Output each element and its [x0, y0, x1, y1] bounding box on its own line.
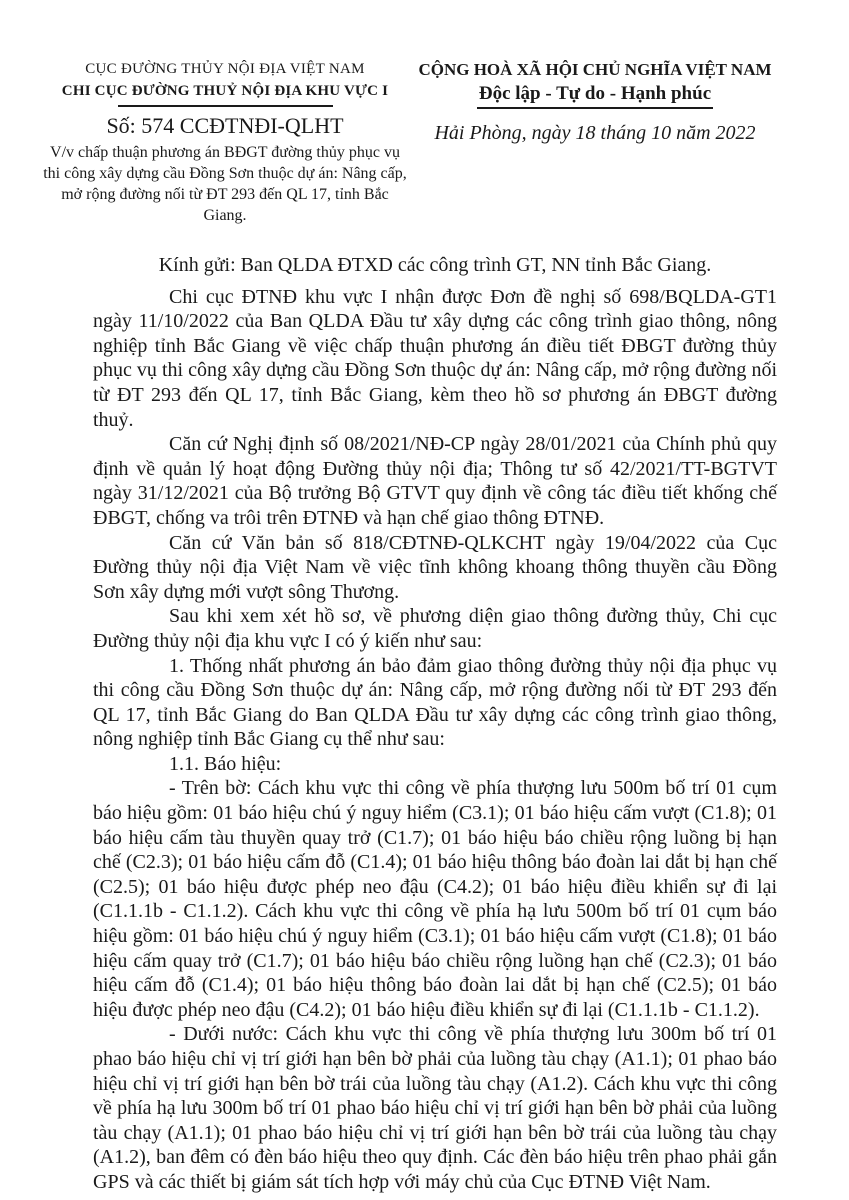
- document-header: [0, 0, 849, 226]
- paragraph-underwater-signals: - Dưới nước: Cách khu vực thi công về phía thượng lưu 300m bố trí 01 phao báo hiệu chỉ vị trí giới hạn bên bờ phải của luồng tàu chạy (A1.1); 01 phao báo hiệu chỉ vị trí giới hạn bên bờ trái của luồng tàu chạy (A1.2). Cách khu vực thi công về phía hạ lưu 300m bố trí 01 phao báo hiệu chỉ vị trí giới hạn bên bờ phải của luồng tàu chạy (A1.1); 01 phao báo hiệu chỉ vị trí giới hạn bên bờ trái của luồng tàu chạy (A1.2), ban đêm có đèn báo hiệu theo quy định. Các đèn báo hiệu trên phao phải gắn GPS và các thiết bị giám sát tích hợp với máy chủ của Cục ĐTNĐ Việt Nam.: [93, 1023, 777, 1193]
- paragraph-opinion-intro: Sau khi xem xét hồ sơ, về phương diện giao thông đường thủy, Chi cục Đường thủy nội địa khu vực I có ý kiến như sau:: [93, 605, 777, 652]
- national-title: CỘNG HOÀ XÃ HỘI CHỦ NGHĨA VIỆT NAM: [418, 60, 772, 79]
- paragraph-item-1-agreement: 1. Thống nhất phương án bảo đảm giao thông đường thủy nội địa phục vụ thi công cầu Đồng Sơn thuộc dự án: Nâng cấp, mở rộng đường nối từ ĐT 293 đến QL 17, tỉnh Bắc Giang do Ban QLDA Đầu tư xây dựng các công trình giao thông, nông nghiệp tỉnh Bắc Giang cụ thể như sau:: [93, 654, 777, 751]
- document-subject: V/v chấp thuận phương án BĐGT đường thủy phục vụ thi công xây dựng cầu Đồng Sơn thuộc dự án: Nâng cấp, mở rộng đường nối từ ĐT 293 đến QL 17, tỉnh Bắc Giang.: [43, 144, 407, 224]
- document-number: Số: 574 CCĐTNĐI-QLHT: [106, 113, 344, 138]
- paragraph-opening: Chi cục ĐTNĐ khu vực I nhận được Đơn đề nghị số 698/BQLDA-GT1 ngày 11/10/2022 của Ban QLDA Đầu tư xây dựng các công trình giao thông, nông nghiệp tỉnh Bắc Giang về việc chấp thuận phương án điều tiết ĐBGT đường thủy phục vụ thi công xây dựng cầu Đồng Sơn thuộc dự án: Nâng cấp, mở rộng đường nối từ ĐT 293 đến QL 17, tỉnh Bắc Giang, kèm theo hồ sơ phương án ĐBGT đường thuỷ.: [93, 285, 777, 431]
- issuing-agency-name: CHI CỤC ĐƯỜNG THUỶ NỘI ĐỊA KHU VỰC I: [61, 83, 389, 99]
- issuing-agency-block: [0, 58, 410, 226]
- place-and-date: Hải Phòng, ngày 18 tháng 10 năm 2022: [434, 122, 756, 144]
- paragraph-onshore-signals: - Trên bờ: Cách khu vực thi công về phía thượng lưu 500m bố trí 01 cụm báo hiệu gồm: 01 báo hiệu chú ý nguy hiểm (C3.1); 01 báo hiệu cấm vượt (C1.8); 01 báo hiệu cấm tàu thuyền quay trở (C1.7); 01 báo hiệu báo chiều rộng luồng bị hạn chế (C2.3); 01 báo hiệu cấm đỗ (C1.4); 01 báo hiệu thông báo đoàn lai dắt bị hạn chế (C2.5); 01 báo hiệu được phép neo đậu (C4.2); 01 báo hiệu điều khiển sự đi lại (C1.1.1b - C1.1.2). Cách khu vực thi công về phía hạ lưu 500m bố trí 01 cụm báo hiệu gồm: 01 báo hiệu chú ý nguy hiểm (C3.1); 01 báo hiệu cấm vượt (C1.8); 01 báo hiệu cấm quay trở (C1.7); 01 báo hiệu báo chiều rộng luồng hạn chế (C2.3); 01 báo hiệu cấm đỗ (C1.4); 01 báo hiệu thông báo đoàn lai dắt bị hạn chế (C2.5); 01 báo hiệu được phép neo đậu (C4.2); 01 báo hiệu điều khiển sự đi lại (C1.1.1b - C1.1.2).: [93, 777, 777, 1021]
- recipient-line: Kính gửi: Ban QLDA ĐTXD các công trình GT, NN tỉnh Bắc Giang.: [158, 254, 712, 276]
- national-motto-row: [410, 82, 780, 109]
- paragraph-legal-basis-document: Căn cứ Văn bản số 818/CĐTNĐ-QLKCHT ngày 19/04/2022 của Cục Đường thủy nội địa Việt Nam về việc tĩnh không khoang thông thuyền cầu Đồng Sơn xây dựng mới vượt sông Thương.: [93, 531, 777, 603]
- parent-agency-name: CỤC ĐƯỜNG THỦY NỘI ĐỊA VIỆT NAM: [85, 61, 365, 77]
- paragraph-item-1-1-signals: 1.1. Báo hiệu:: [169, 752, 282, 775]
- document-body: [93, 253, 777, 1195]
- national-motto: Độc lập - Tự do - Hạnh phúc: [477, 82, 713, 109]
- national-header-block: [410, 58, 780, 226]
- paragraph-legal-basis-decree: Căn cứ Nghị định số 08/2021/NĐ-CP ngày 28/01/2021 của Chính phủ quy định về quản lý hoạt động Đường thủy nội địa; Thông tư số 42/2021/TT-BGTVT ngày 31/12/2021 của Bộ trưởng Bộ GTVT quy định về công tác điều tiết khống chế ĐBGT, chống va trôi trên ĐTNĐ và hạn chế giao thông ĐTNĐ.: [93, 433, 777, 529]
- agency-name-underline: [118, 105, 333, 107]
